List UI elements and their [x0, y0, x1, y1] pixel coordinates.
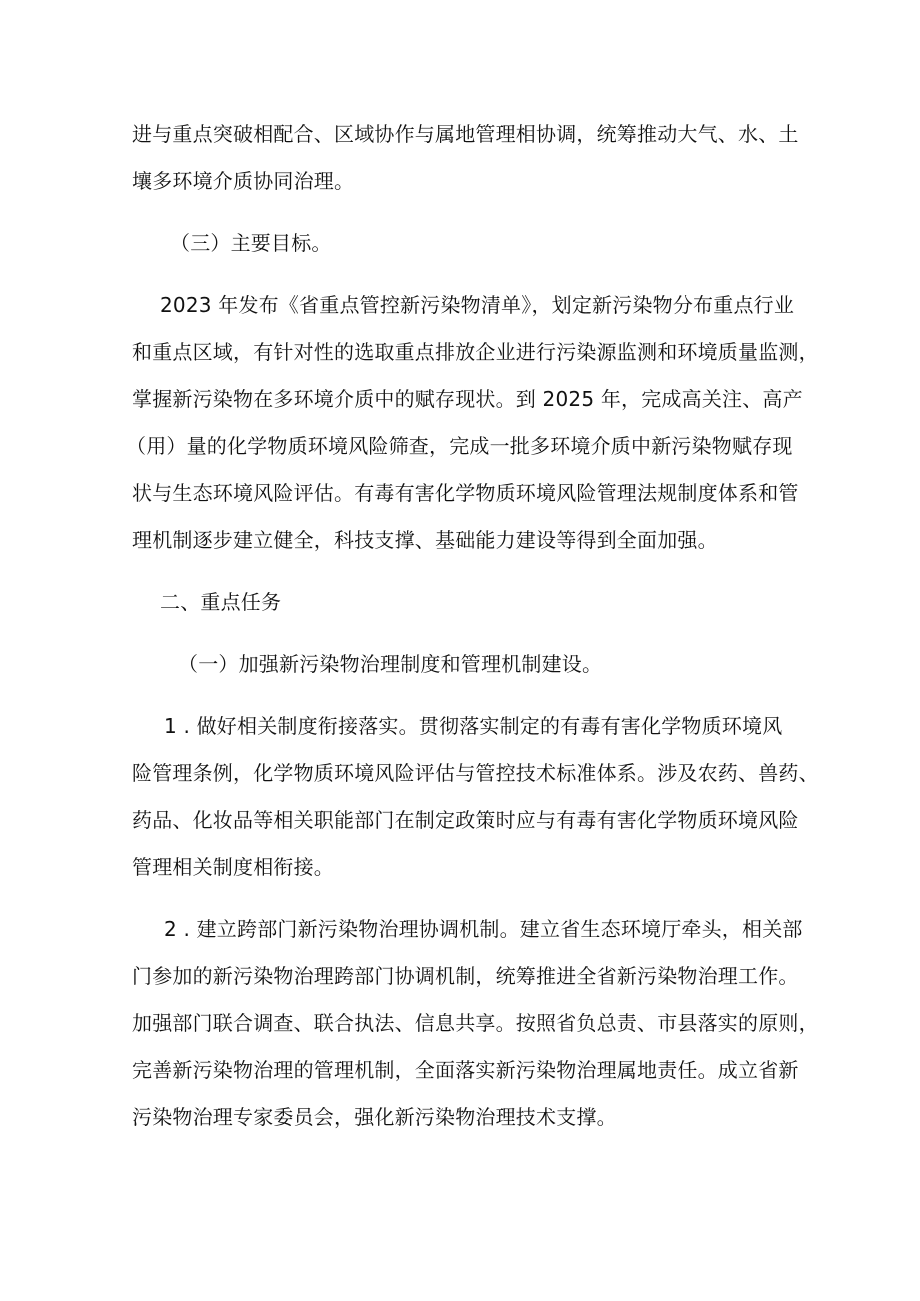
text-line: 2023 年发布《省重点管控新污染物清单》，划定新污染物分布重点行业: [160, 293, 795, 317]
text-line: 药品、化妆品等相关职能部门在制定政策时应与有毒有害化学物质环境风险: [132, 808, 799, 832]
text-line: 险管理条例，化学物质环境风险评估与管控技术标准体系。涉及农药、兽药、: [132, 761, 819, 785]
text-line: 理机制逐步建立健全，科技支撑、基础能力建设等得到全面加强。: [132, 528, 718, 552]
text-line: 进与重点突破相配合、区域协作与属地管理相协调，统筹推动大气、水、土: [132, 122, 799, 146]
text-line: 掌握新污染物在多环境介质中的赋存现状。到 2025 年，完成高关注、高产: [132, 387, 803, 411]
text-line: 完善新污染物治理的管理机制，全面落实新污染物治理属地责任。成立省新: [132, 1058, 799, 1082]
text-line: 和重点区域，有针对性的选取重点排放企业进行污染源监测和环境质量监测，: [132, 340, 819, 364]
text-line: （用）量的化学物质环境风险筛查，完成一批多环境介质中新污染物赋存现: [126, 434, 793, 458]
text-line: 状与生态环境风险评估。有毒有害化学物质环境风险管理法规制度体系和管: [132, 481, 799, 505]
text-line: 2 . 建立跨部门新污染物治理协调机制。建立省生态环境厅牵头，相关部: [164, 917, 803, 941]
section-heading: 二、重点任务: [160, 590, 282, 614]
subsection-heading: （一）加强新污染物治理制度和管理机制建设。: [178, 652, 603, 676]
text-line: 壤多环境介质协同治理。: [132, 169, 355, 193]
text-line: 污染物治理专家委员会，强化新污染物治理技术支撑。: [132, 1105, 617, 1129]
text-line: 1 . 做好相关制度衔接落实。贯彻落实制定的有毒有害化学物质环境风: [164, 714, 783, 738]
text-line: 管理相关制度相衔接。: [132, 855, 334, 879]
section-heading: （三）主要目标。: [170, 231, 332, 255]
text-line: 门参加的新污染物治理跨部门协调机制，统筹推进全省新污染物治理工作。: [132, 964, 799, 988]
text-line: 加强部门联合调查、联合执法、信息共享。按照省负总责、市县落实的原则，: [132, 1011, 819, 1035]
